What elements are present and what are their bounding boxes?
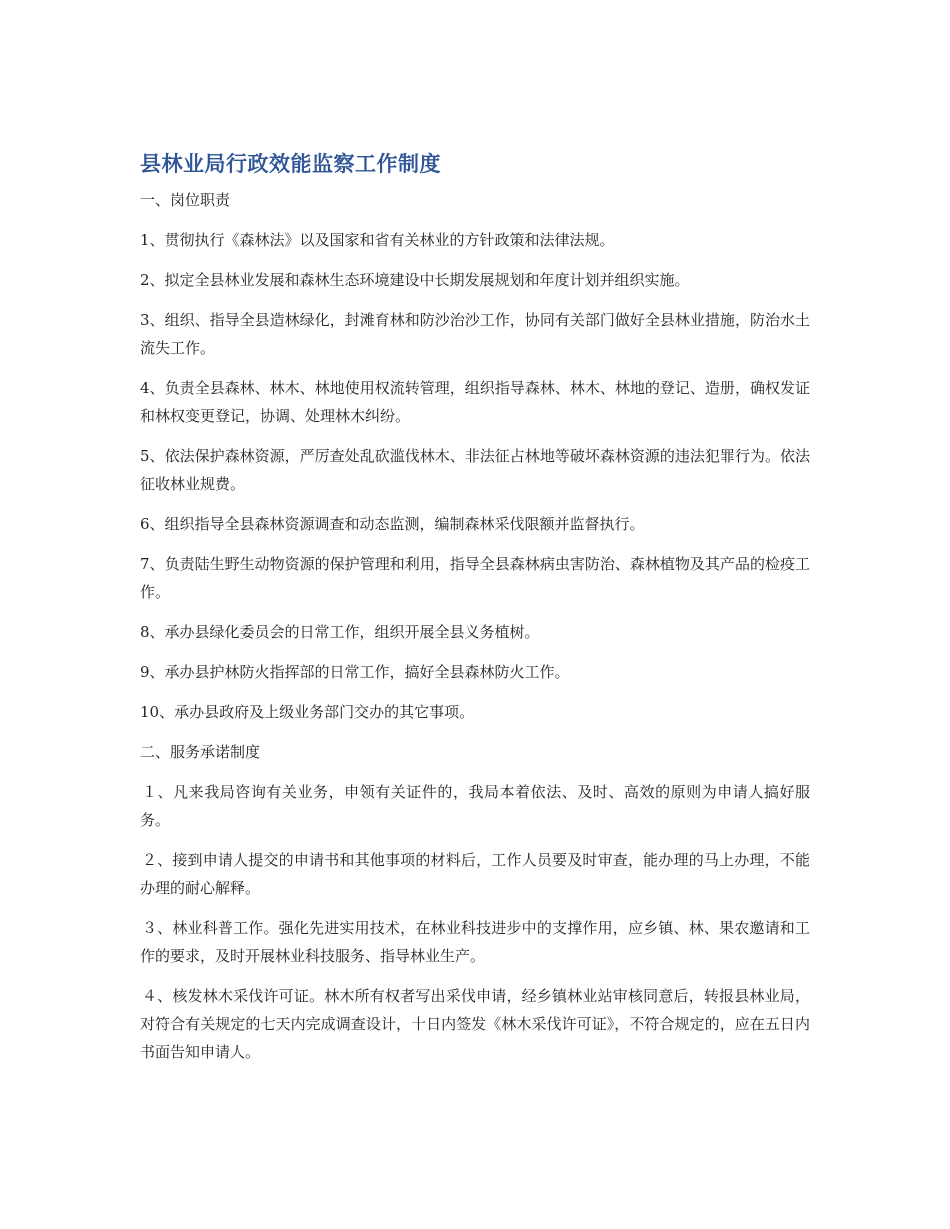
commitment-item: ３、林业科普工作。强化先进实用技术，在林业科技进步中的支撑作用，应乡镇、林、果农邀请和工作的要求，及时开展林业科技服务、指导林业生产。 (140, 919, 810, 965)
duty-item: 2、拟定全县林业发展和森林生态环境建设中长期发展规划和年度计划并组织实施。 (140, 271, 690, 289)
duty-item: 10、承办县政府及上级业务部门交办的其它事项。 (140, 703, 475, 721)
document-body (140, 148, 810, 1078)
duty-item: 6、组织指导全县森林资源调查和动态监测，编制森林采伐限额并监督执行。 (140, 515, 645, 533)
commitment-item: ２、接到申请人提交的申请书和其他事项的材料后，工作人员要及时审查，能办理的马上办理，不能办理的耐心解释。 (140, 851, 810, 897)
section-heading-duties: 一、岗位职责 (140, 191, 231, 209)
section-heading-service-commitment: 二、服务承诺制度 (140, 743, 261, 761)
duty-item: 5、依法保护森林资源，严厉查处乱砍滥伐林木、非法征占林地等破坏森林资源的违法犯罪行为。依法征收林业规费。 (140, 447, 810, 493)
duty-item: 8、承办县绿化委员会的日常工作，组织开展全县义务植树。 (140, 623, 540, 641)
duty-item: 4、负责全县森林、林木、林地使用权流转管理，组织指导森林、林木、林地的登记、造册，确权发证和林权变更登记，协调、处理林木纠纷。 (140, 379, 810, 425)
duty-item: 7、负责陆生野生动物资源的保护管理和利用，指导全县森林病虫害防治、森林植物及其产品的检疫工作。 (140, 555, 810, 601)
commitment-item: ４、核发林木采伐许可证。林木所有权者写出采伐申请，经乡镇林业站审核同意后，转报县林业局，对符合有关规定的七天内完成调查设计，十日内签发《林木采伐许可证》，不符合规定的，应在五日内书面告知申请人。 (140, 987, 810, 1061)
duty-item: 9、承办县护林防火指挥部的日常工作，搞好全县森林防火工作。 (140, 663, 570, 681)
duty-item: 1、贯彻执行《森林法》以及国家和省有关林业的方针政策和法律法规。 (140, 231, 615, 249)
document-title: 县林业局行政效能监察工作制度 (140, 152, 441, 176)
duty-item: 3、组织、指导全县造林绿化，封滩育林和防沙治沙工作，协同有关部门做好全县林业措施，防治水土流失工作。 (140, 311, 810, 357)
commitment-item: １、凡来我局咨询有关业务，申领有关证件的，我局本着依法、及时、高效的原则为申请人搞好服务。 (140, 783, 810, 829)
